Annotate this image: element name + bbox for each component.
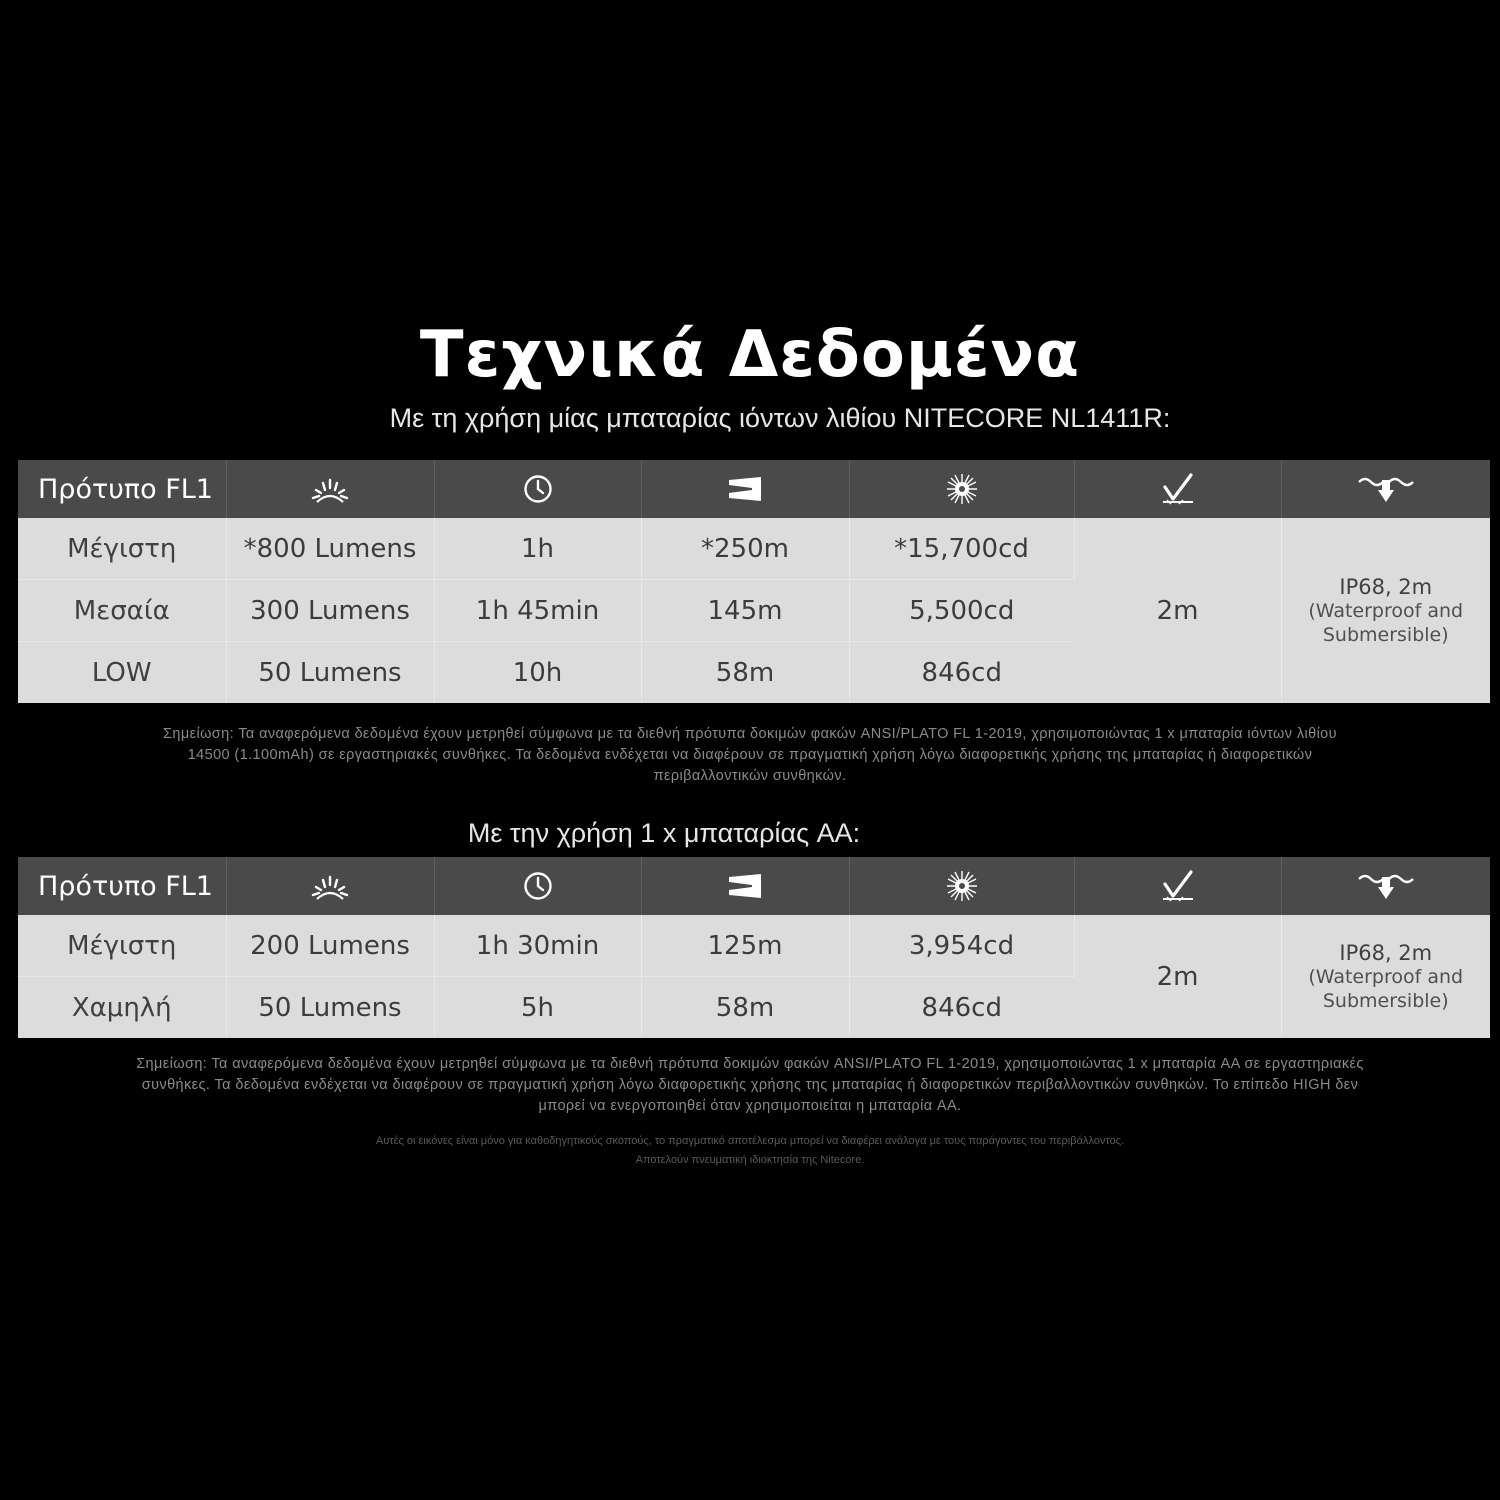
peak-intensity-header bbox=[849, 857, 1074, 915]
spec-table-aa bbox=[18, 857, 1490, 1038]
section2-note bbox=[0, 1054, 1500, 1117]
section1-subtitle: Με τη χρήση μίας μπαταρίας ιόντων λιθίου NITECORE NL1411R: bbox=[389, 403, 1171, 433]
ip-rating: IP68, 2m bbox=[1339, 940, 1433, 965]
note-line: 14500 (1.100mAh) σε εργαστηριακές συνθήκες. Τα δεδομένα ενδέχεται να διαφέρουν σε πραγματική χρήση λόγω διαφορετικής χρήσης της μπαταρίας ή διαφορετικών bbox=[187, 747, 1313, 763]
impact-resistance-icon bbox=[1161, 870, 1195, 902]
peak-intensity-icon bbox=[945, 472, 979, 506]
section2-subtitle: Με την χρήση 1 x μπαταρίας AA: bbox=[467, 818, 861, 848]
peak-intensity-value: 5,500cd bbox=[849, 580, 1074, 642]
table-header-row bbox=[18, 460, 1490, 518]
spec-table-li-ion bbox=[18, 460, 1490, 703]
table-row bbox=[18, 518, 1490, 580]
mode-label: LOW bbox=[18, 642, 226, 704]
peak-intensity-header bbox=[849, 460, 1074, 518]
waterproof-header bbox=[1281, 857, 1490, 915]
beam-distance-value: *250m bbox=[641, 518, 849, 580]
output-header bbox=[226, 460, 434, 518]
beam-distance-value: 125m bbox=[641, 915, 849, 977]
output-value: 300 Lumens bbox=[226, 580, 434, 642]
disclaimer-line: Αυτές οι εικόνες είναι μόνο για καθοδηγητικούς σκοπούς, το πραγματικό αποτέλεσμα μπορεί να διαφέρει ανάλογα με τους παράγοντες του περιβάλλοντος. bbox=[375, 1135, 1125, 1147]
beam-distance-header bbox=[641, 460, 849, 518]
mode-label: Μέγιστη bbox=[18, 518, 226, 580]
output-icon bbox=[307, 871, 353, 901]
mode-label: Μεσαία bbox=[18, 580, 226, 642]
output-value: 200 Lumens bbox=[226, 915, 434, 977]
runtime-value: 5h bbox=[434, 977, 641, 1039]
fl1-standard-label: Πρότυπο FL1 bbox=[18, 857, 226, 915]
output-icon bbox=[307, 474, 353, 504]
runtime-icon bbox=[522, 473, 554, 505]
note-line: Σημείωση: Τα αναφερόμενα δεδομένα έχουν μετρηθεί σύμφωνα με τα διεθνή πρότυπα δοκιμών φακών ANSI/PLATO FL 1-2019, χρησιμοποιώντας 1 x μπαταρία AA σε εργαστηριακές bbox=[136, 1056, 1364, 1072]
runtime-header bbox=[434, 857, 641, 915]
beam-distance-icon bbox=[727, 476, 763, 502]
ip-description-line2: Submersible) bbox=[1322, 623, 1449, 646]
fl1-standard-label: Πρότυπο FL1 bbox=[18, 460, 226, 518]
page-title: Τεχνικά Δεδομένα bbox=[419, 318, 1081, 392]
ip-rating: IP68, 2m bbox=[1339, 574, 1433, 599]
beam-distance-icon bbox=[727, 873, 763, 899]
disclaimer-line: Αποτελούν πνευματική ιδιοκτησία της Nitecore. bbox=[635, 1154, 865, 1166]
runtime-value: 1h 45min bbox=[434, 580, 641, 642]
runtime-value: 10h bbox=[434, 642, 641, 704]
note-line: περιβαλλοντικών συνθηκών. bbox=[653, 768, 847, 784]
impact-resistance-header bbox=[1074, 460, 1281, 518]
waterproof-rating-cell bbox=[1281, 518, 1490, 703]
mode-label: Μέγιστη bbox=[18, 915, 226, 977]
waterproof-rating-cell bbox=[1281, 915, 1490, 1038]
runtime-icon bbox=[522, 870, 554, 902]
runtime-value: 1h bbox=[434, 518, 641, 580]
section1-note bbox=[28, 724, 1472, 787]
impact-resistance-value: 2m bbox=[1074, 915, 1281, 1038]
waterproof-icon bbox=[1357, 871, 1415, 901]
beam-distance-value: 58m bbox=[641, 642, 849, 704]
output-value: 50 Lumens bbox=[226, 977, 434, 1039]
output-value: 50 Lumens bbox=[226, 642, 434, 704]
beam-distance-value: 58m bbox=[641, 977, 849, 1039]
peak-intensity-value: 3,954cd bbox=[849, 915, 1074, 977]
peak-intensity-icon bbox=[945, 869, 979, 903]
note-line: μπορεί να ενεργοποιηθεί όταν χρησιμοποιείται η μπαταρία AA. bbox=[538, 1098, 962, 1114]
note-line: συνθήκες. Τα δεδομένα ενδέχεται να διαφέρουν σε πραγματική χρήση λόγω διαφορετικής χρήσης της μπαταρίας ή διαφορετικών περιβαλλοντικών συνθηκών. Το επίπεδο HIGH δεν bbox=[141, 1077, 1359, 1093]
beam-distance-header bbox=[641, 857, 849, 915]
ip-description-line2: Submersible) bbox=[1322, 989, 1449, 1012]
note-line: Σημείωση: Τα αναφερόμενα δεδομένα έχουν μετρηθεί σύμφωνα με τα διεθνή πρότυπα δοκιμών φακών ANSI/PLATO FL 1-2019, χρησιμοποιώντας 1 x μπαταρία ιόντων λιθίου bbox=[163, 726, 1337, 742]
disclaimer-footer bbox=[0, 1132, 1500, 1170]
output-value: *800 Lumens bbox=[226, 518, 434, 580]
mode-label: Χαμηλή bbox=[18, 977, 226, 1039]
table-row bbox=[18, 915, 1490, 977]
ip-description-line1: (Waterproof and bbox=[1308, 965, 1464, 988]
impact-resistance-icon bbox=[1161, 473, 1195, 505]
peak-intensity-value: 846cd bbox=[849, 642, 1074, 704]
peak-intensity-value: *15,700cd bbox=[849, 518, 1074, 580]
beam-distance-value: 145m bbox=[641, 580, 849, 642]
runtime-header bbox=[434, 460, 641, 518]
impact-resistance-header bbox=[1074, 857, 1281, 915]
output-header bbox=[226, 857, 434, 915]
waterproof-icon bbox=[1357, 474, 1415, 504]
ip-description-line1: (Waterproof and bbox=[1308, 599, 1464, 622]
waterproof-header bbox=[1281, 460, 1490, 518]
table-header-row bbox=[18, 857, 1490, 915]
peak-intensity-value: 846cd bbox=[849, 977, 1074, 1039]
impact-resistance-value: 2m bbox=[1074, 518, 1281, 703]
runtime-value: 1h 30min bbox=[434, 915, 641, 977]
